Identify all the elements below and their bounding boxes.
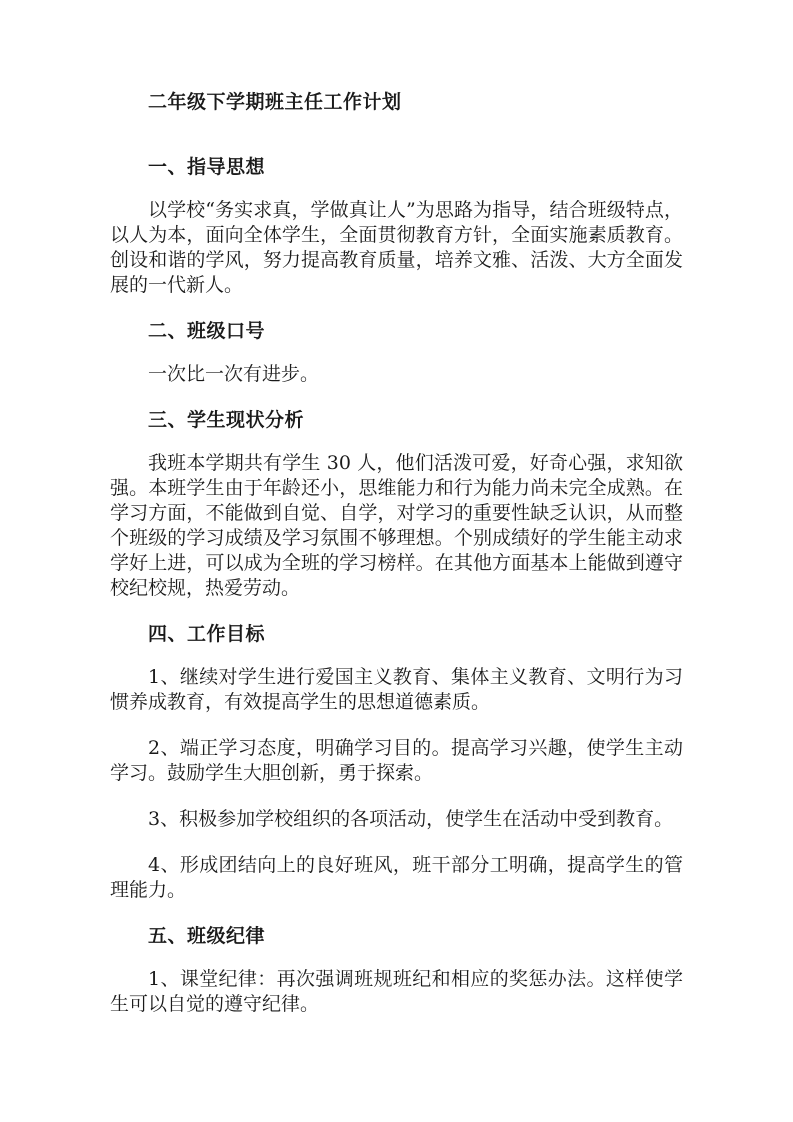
section-1-paragraph-1: 以学校“务实求真，学做真让人”为思路为指导，结合班级特点，以人为本，面向全体学生，全面贯彻教育方针，全面实施素质教育。创设和谐的学风，努力提高教育质量，培养文雅、活泼、大方全面发展的一代新人。 xyxy=(110,199,683,296)
section-2-paragraph-1: 一次比一次有进步。 xyxy=(148,363,320,385)
section-heading-3: 三、学生现状分析 xyxy=(148,409,305,431)
section-4-paragraph-2: 2、端正学习态度，明确学习目的。提高学习兴趣，使学生主动学习。鼓励学生大胆创新，勇于探索。 xyxy=(110,737,683,784)
section-4-paragraph-1: 1、继续对学生进行爱国主义教育、集体主义教育、文明行为习惯养成教育，有效提高学生的思想道德素质。 xyxy=(110,666,683,713)
section-3-paragraph-1: 我班本学期共有学生 30 人，他们活泼可爱，好奇心强，求知欲强。本班学生由于年龄还小，思维能力和行为能力尚未完全成熟。在学习方面，不能做到自觉、自学，对学习的重要性缺乏认识，从而整个班级的学习成绩及学习氛围不够理想。个别成绩好的学生能主动求学好上进，可以成为全班的学习榜样。在其他方面基本上能做到遵守校纪校规，热爱劳动。 xyxy=(110,452,683,599)
section-heading-1: 一、指导思想 xyxy=(148,156,266,178)
document-title: 二年级下学期班主任工作计划 xyxy=(148,91,402,113)
section-5-paragraph-1: 1、课堂纪律：再次强调班规班纪和相应的奖惩办法。这样使学生可以自觉的遵守纪律。 xyxy=(110,968,683,1015)
section-heading-4: 四、工作目标 xyxy=(148,623,266,645)
document-sections xyxy=(110,155,683,1017)
section-4-paragraph-3: 3、积极参加学校组织的各项活动，使学生在活动中受到教育。 xyxy=(148,808,674,830)
section-heading-5: 五、班级纪律 xyxy=(148,925,266,947)
section-heading-2: 二、班级口号 xyxy=(148,320,266,342)
section-4-paragraph-4: 4、形成团结向上的良好班风，班干部分工明确，提高学生的管理能力。 xyxy=(110,854,683,901)
